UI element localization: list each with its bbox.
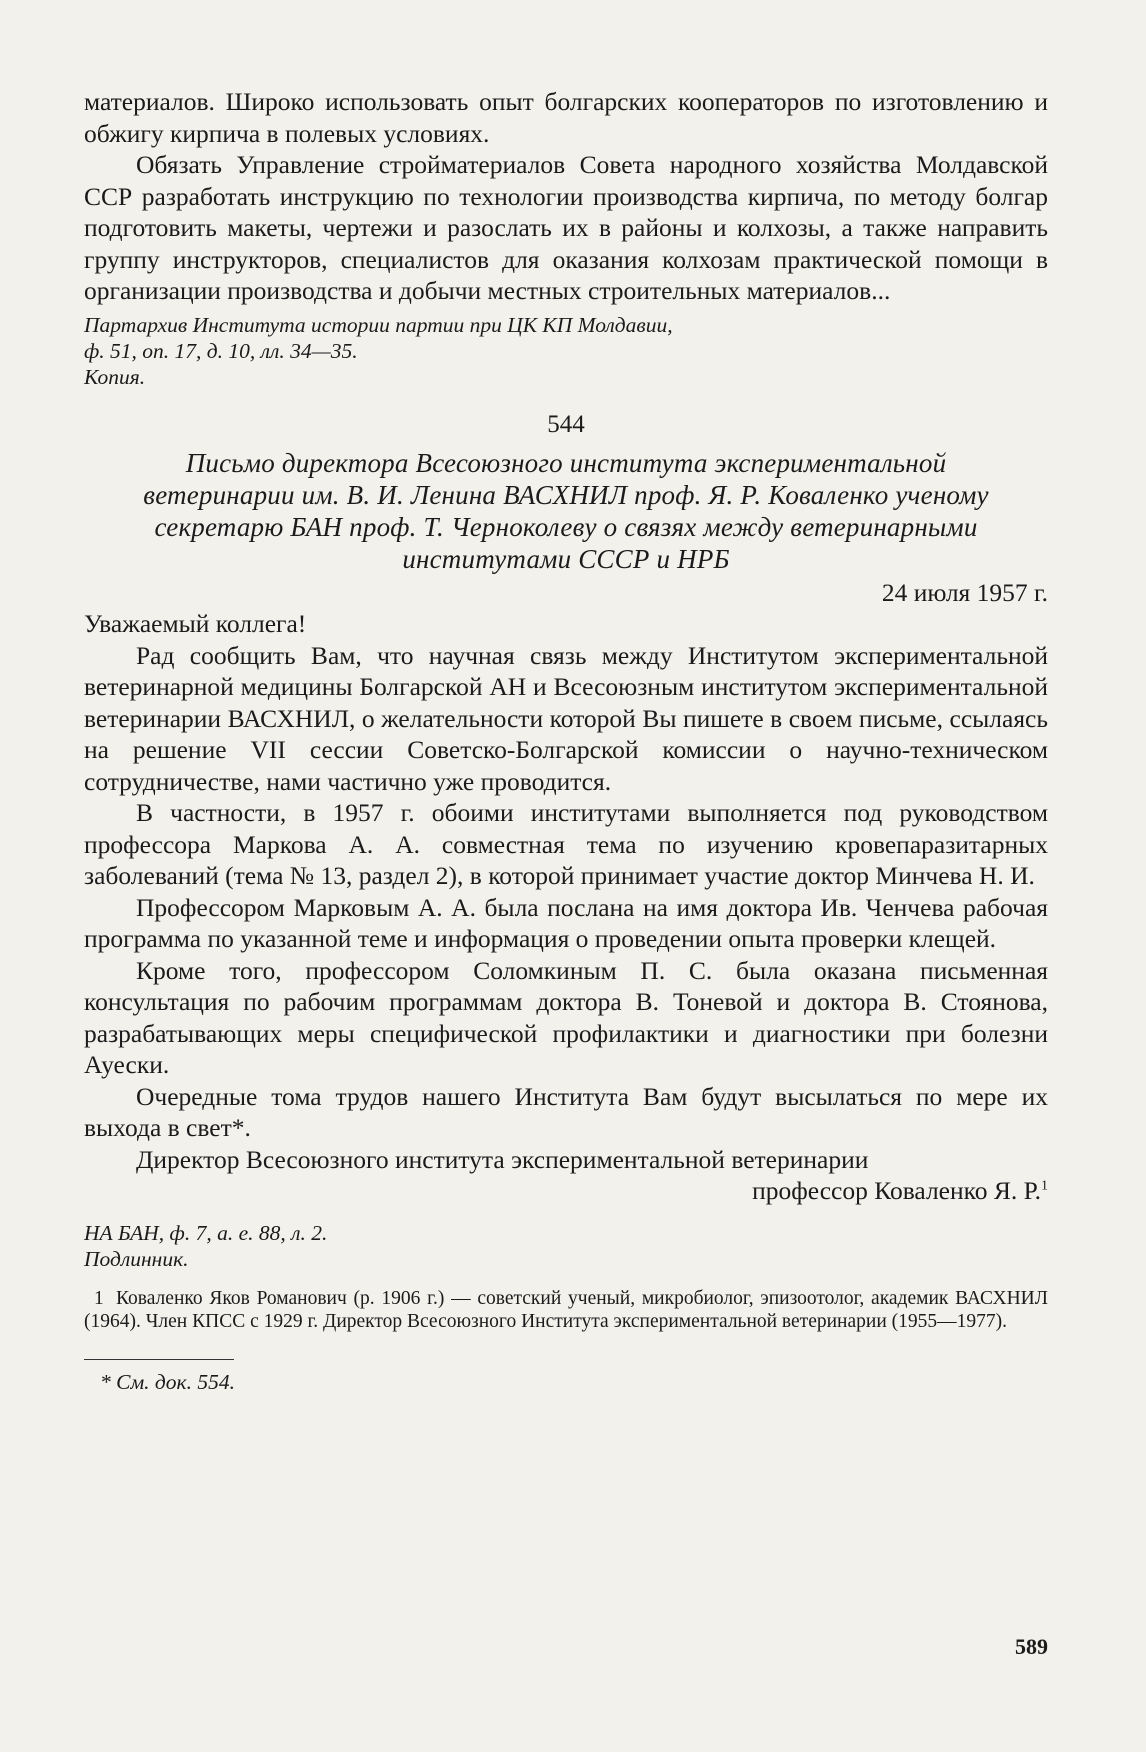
footnote-1 (84, 1287, 1048, 1333)
letter-paragraph: Очередные тома трудов нашего Института Вам будут высылаться по мере их выхода в свет*. (84, 1081, 1048, 1142)
document-title: Письмо директора Всесоюзного института экспериментальной ветеринарии им. В. И. Ленина ВАСХНИЛ проф. Я. Р. Коваленко ученому секретарю БАН проф. Т. Черноколеву о связях между ветеринарными институтами СССР и НРБ (143, 447, 989, 574)
letter-paragraph: Рад сообщить Вам, что научная связь между Институтом экспериментальной ветеринарной медицины Болгарской АН и Всесоюзным институтом экспериментальной ветеринарии ВАСХНИЛ, о желательности которой Вы пишете в своем письме, ссылаясь на решение VII сессии Советско-Болгарской комиссии о научно-техническом сотрудничестве, нами частично уже проводится. (84, 640, 1048, 796)
page-number: 589 (1015, 1634, 1048, 1659)
source-reference (84, 313, 1048, 389)
archive-line-1: НА БАН, ф. 7, а. е. 88, л. 2. (84, 1220, 328, 1245)
signature-title: Директор Всесоюзного института экспериментальной ветеринарии (136, 1144, 869, 1174)
letter-paragraph: Кроме того, профессором Соломкиным П. С. была оказана письменная консультация по рабочим программам доктора В. Тоневой и доктора В. Стоянова, разрабатывающих меры специфической профилактики и диагностики при болезни Ауески. (84, 955, 1048, 1079)
intro-paragraph-2: Обязать Управление стройматериалов Совета народного хозяйства Молдавской ССР разработать инструкцию по технологии производства кирпича, по методу болгар подготовить макеты, чертежи и разослать их в районы и колхозы, а также направить группу инструкторов, специалистов для оказания колхозам практической помощи в организации производства и добычи местных строительных материалов... (84, 150, 1048, 305)
source-line-1: Партархив Института истории партии при ЦК КП Молдавии, (84, 312, 673, 337)
letter-greeting: Уважаемый коллега! (84, 609, 307, 638)
page-content (84, 86, 1048, 1395)
letter-date: 24 июля 1957 г. (881, 577, 1048, 607)
letter-paragraph: В частности, в 1957 г. обоими институтами выполняется под руководством профессора Маркова А. А. совместная тема по изучению кровепаразитарных заболеваний (тема № 13, раздел 2), в которой принимает участие доктор Минчева Н. И. (84, 798, 1048, 890)
source-line-2: ф. 51, оп. 17, д. 10, лл. 34—35. (84, 338, 358, 363)
footnote-1-number: 1 (94, 1287, 104, 1309)
letter-paragraph: Профессором Марковым А. А. была послана на имя доктора Ив. Ченчева рабочая программа по указанной теме и информация о проведении опыта проверки клещей. (84, 892, 1048, 953)
archive-reference (84, 1221, 1048, 1271)
signature-block (84, 1175, 1048, 1207)
source-line-3: Копия. (84, 364, 146, 389)
letter-body (84, 640, 1048, 1144)
footnote-divider (84, 1359, 234, 1360)
footnote-mark: 1 (1041, 1178, 1048, 1194)
document-number: 544 (547, 410, 585, 438)
intro-paragraph-1: материалов. Широко использовать опыт болгарских кооператоров по изготовлению и обжигу кирпича в полевых условиях. (84, 87, 1048, 148)
footnote-2: * См. док. 554. (100, 1369, 235, 1394)
signature-name: профессор Коваленко Я. Р. (752, 1176, 1041, 1205)
archive-line-2: Подлинник. (84, 1246, 189, 1271)
footnote-1-text: Коваленко Яков Романович (р. 1906 г.) — советский ученый, микробиолог, эпизоотолог, академик ВАСХНИЛ (1964). Член КПСС с 1929 г. Директор Всесоюзного Института экспериментальной ветеринарии (1955—1977). (84, 1287, 1048, 1332)
